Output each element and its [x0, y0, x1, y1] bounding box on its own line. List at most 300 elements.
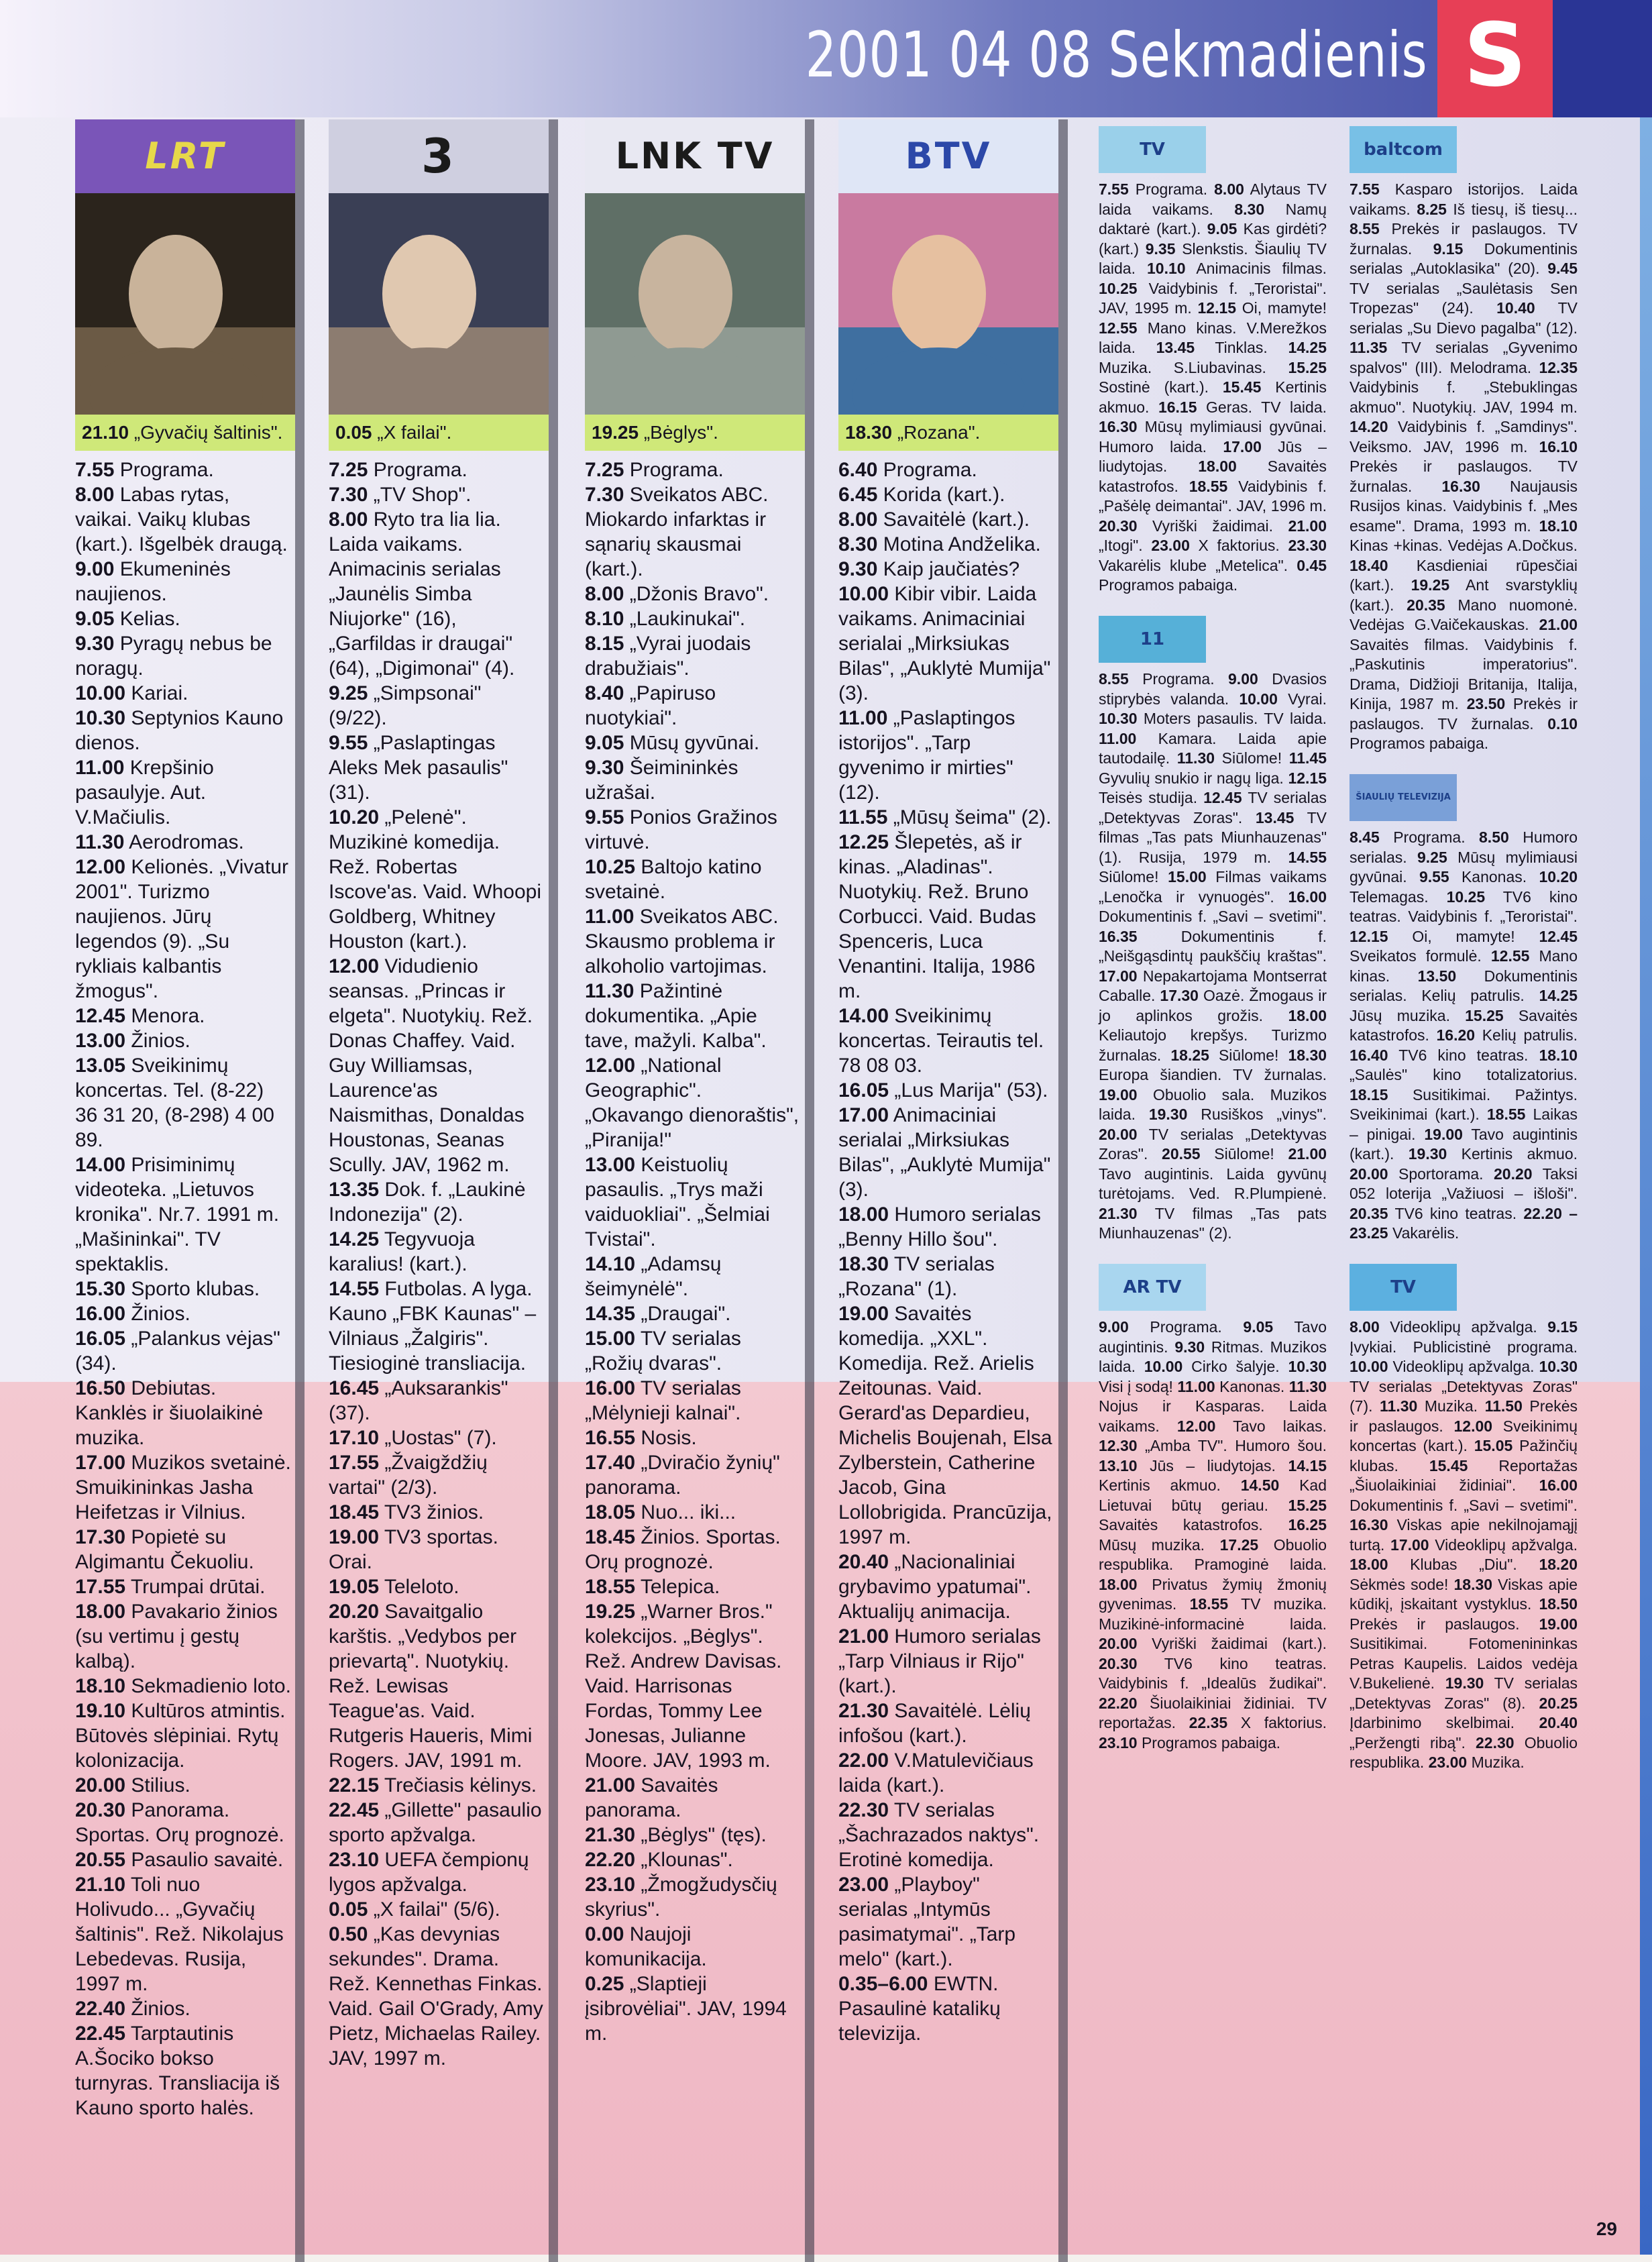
- schedule-item: [585, 1252, 801, 1301]
- feature-time: 21.10: [82, 422, 129, 443]
- schedule-title: Laikas – pinigai.: [1350, 1106, 1578, 1143]
- schedule-title: Trečiasis kėlinys.: [384, 1774, 537, 1796]
- schedule-title: „Pelenė". Muzikinė komedija. Rež. Robertas Iscove'as. Vaid. Whoopi Goldberg, Whitney Houston (kart.).: [329, 806, 541, 953]
- schedule-time: 13.45: [1255, 808, 1295, 826]
- schedule-item: [585, 1301, 801, 1326]
- schedule-title: Stilius.: [131, 1774, 190, 1796]
- schedule-time: 13.00: [75, 1030, 126, 1052]
- schedule-title: Kibir vibir. Laida vaikams. Animaciniai serialai „Mirksiukas Bilas", „Auklytė Mumija" (3).: [838, 583, 1051, 704]
- schedule-time: 19.00: [329, 1526, 380, 1548]
- schedule-list: [585, 457, 801, 2046]
- schedule-time: 15.00: [1168, 868, 1207, 885]
- schedule-item: [585, 979, 801, 1053]
- schedule-time: 22.00: [838, 1749, 889, 1772]
- schedule-title: Sveikinimų koncertas (kart.).: [1350, 1417, 1578, 1454]
- schedule-time: 12.45: [1539, 927, 1578, 945]
- schedule-title: Labas rytas, vaikai. Vaikų klubas (kart.). Išgelbėk draugą.: [75, 484, 288, 555]
- small-channel-logo-text: 11: [1140, 629, 1165, 649]
- schedule-time: 14.25: [329, 1228, 380, 1250]
- schedule-title: Videoklipų apžvalga.: [1392, 1358, 1535, 1375]
- schedule-time: 12.00: [329, 955, 380, 977]
- schedule-time: 0.50: [329, 1923, 368, 1945]
- schedule-item: [585, 681, 801, 731]
- schedule-title: Kad Lietuvai būtų geriau.: [1099, 1476, 1327, 1514]
- schedule-title: Savaitgalio karštis. „Vedybos per prievartą". Nuotykių. Rež. Lewisas Teague'as. Vaid. Rutgeris Haueris, Mimi Rogers. JAV, 1991 m.: [329, 1601, 533, 1772]
- schedule-title: Kertinis akmuo.: [1099, 378, 1327, 416]
- schedule-item: [329, 1500, 545, 1525]
- right-edge-strip: [1640, 117, 1652, 2255]
- schedule-title: Vaidybinis f. „Samdinys". Veiksmo. JAV, 1996 m.: [1350, 418, 1578, 455]
- schedule-time: 23.30: [1288, 537, 1327, 554]
- schedule-title: Tegyvuoja karalius! (kart.).: [329, 1228, 475, 1275]
- schedule-title: „Klounas".: [641, 1849, 733, 1871]
- schedule-time: 9.05: [585, 732, 624, 754]
- schedule-title: Žinios.: [131, 1030, 190, 1052]
- schedule-time: 20.00: [1350, 1165, 1388, 1183]
- schedule-list: [838, 457, 1054, 2046]
- channel-column: [838, 119, 1058, 2239]
- feature-time: 18.30: [845, 422, 893, 443]
- channel-logo: [585, 119, 805, 193]
- schedule-time: 18.45: [585, 1526, 636, 1548]
- schedule-item: [838, 1972, 1054, 2046]
- schedule-title: Prisiminimų videoteka. „Lietuvos kronika". Nr.7. 1991 m. „Mašininkai". TV spektaklis.: [75, 1154, 280, 1275]
- schedule-time: 18.15: [1350, 1085, 1388, 1103]
- schedule-time: 12.25: [838, 831, 889, 853]
- schedule-item: [585, 1500, 801, 1525]
- schedule-time: 13.05: [75, 1055, 126, 1077]
- schedule-title: Prekės ir paslaugos. TV žurnalas.: [1350, 220, 1578, 258]
- schedule-title: Geras. TV laida.: [1206, 398, 1327, 416]
- schedule-title: Tavo laikas.: [1233, 1417, 1327, 1435]
- schedule-title: Vyriški žaidimai (kart.).: [1152, 1635, 1327, 1652]
- schedule-title: Savaitėlė. Lėlių infošou (kart.).: [838, 1700, 1031, 1747]
- schedule-item: [585, 606, 801, 631]
- schedule-title: „Mūsų šeima" (2).: [893, 806, 1052, 828]
- schedule-item: [838, 706, 1054, 805]
- schedule-time: 22.45: [75, 2023, 126, 2045]
- schedule-title: Ryto tra lia lia. Laida vaikams. Animacinis serialas „Jaunėlis Simba Niujorke" (16), „Garfildas ir draugai" (64), „Digimonai" (4).: [329, 508, 515, 680]
- schedule-time: 13.35: [329, 1179, 380, 1201]
- schedule-item: [838, 1301, 1054, 1550]
- feature-title: „Bėglys".: [643, 422, 718, 443]
- schedule-time: 16.00: [1288, 887, 1327, 906]
- schedule-item: [75, 482, 291, 557]
- schedule-title: Kelionės. „Vivatur 2001". Turizmo naujienos. Jūrų legendos (9). „Su rykliais kalbantis žmogus".: [75, 856, 288, 1002]
- header-edge: [1553, 0, 1652, 117]
- schedule-title: Kertinis akmuo.: [1099, 1476, 1221, 1494]
- schedule-time: 21.00: [585, 1774, 636, 1796]
- schedule-title: V.Matulevičiaus laida (kart.).: [838, 1749, 1034, 1796]
- schedule-time: 18.55: [1189, 477, 1228, 495]
- schedule-time: 13.00: [585, 1154, 636, 1176]
- schedule-time: 9.30: [838, 558, 878, 580]
- schedule-time: 18.00: [1099, 1575, 1138, 1593]
- schedule-time: 18.00: [75, 1601, 126, 1623]
- schedule-item: [585, 1450, 801, 1500]
- feature-time: 19.25: [592, 422, 639, 443]
- schedule-title: Prekės ir paslaugos.: [1350, 1397, 1578, 1435]
- schedule-time: 6.40: [838, 459, 878, 481]
- schedule-item: [838, 1748, 1054, 1798]
- schedule-item: [75, 830, 291, 855]
- schedule-time: 21.30: [1099, 1204, 1138, 1222]
- schedule-time: 19.25: [1411, 576, 1450, 594]
- schedule-time: 15.25: [1288, 1496, 1327, 1514]
- schedule-title: Pavakario žinios (su vertimu į gestų kalbą).: [75, 1601, 278, 1672]
- small-channel-logo: [1350, 1264, 1457, 1311]
- schedule-title: Dokumentinis serialas „Autoklasika" (20).: [1350, 239, 1578, 277]
- schedule-time: 9.30: [1174, 1338, 1205, 1356]
- schedule-time: 11.00: [585, 906, 635, 928]
- schedule-time: 10.00: [75, 682, 126, 704]
- schedule-time: 15.30: [75, 1278, 126, 1300]
- schedule-title: „Laukinukai".: [629, 608, 746, 630]
- schedule-time: 20.40: [1539, 1714, 1578, 1731]
- feature-title: „Gyvačių šaltinis".: [133, 422, 283, 443]
- schedule-time: 0.45: [1297, 556, 1327, 574]
- schedule-time: 22.35: [1189, 1714, 1228, 1731]
- schedule-time: 10.40: [1496, 299, 1535, 317]
- schedule-item: [838, 805, 1054, 830]
- schedule-item: [75, 1028, 291, 1053]
- schedule-title: Ritmas. Muzikos laida.: [1099, 1338, 1327, 1375]
- schedule-time: 7.55: [1099, 180, 1129, 198]
- schedule-title: „Simpsonai" (9/22).: [329, 682, 482, 729]
- schedule-time: 16.00: [1539, 1476, 1578, 1494]
- schedule-time: 9.00: [1228, 670, 1258, 688]
- schedule-title: Siūlome!: [1099, 868, 1159, 885]
- schedule-time: 9.55: [1419, 868, 1449, 885]
- schedule-title: Sveikatos ABC. Miokardo infarktas ir sąnarių skausmai (kart.).: [585, 484, 769, 580]
- schedule-item: [329, 1227, 545, 1277]
- schedule-time: 10.00: [1239, 690, 1278, 708]
- schedule-time: 9.35: [1145, 239, 1176, 258]
- schedule-title: „Palankus vėjas" (34).: [75, 1328, 280, 1375]
- schedule-item: [585, 731, 801, 755]
- schedule-title: Viskas apie kūdikį, įskaitant vystyklus.: [1350, 1575, 1578, 1613]
- schedule-time: 9.25: [329, 682, 368, 704]
- schedule-time: 23.00: [838, 1874, 889, 1896]
- small-channel-logo: [1099, 616, 1206, 663]
- schedule-time: 8.55: [1350, 220, 1380, 237]
- schedule-time: 22.40: [75, 1998, 126, 2020]
- schedule-time: 23.10: [1099, 1733, 1138, 1752]
- schedule-item: [585, 1599, 801, 1773]
- schedule-time: 18.05: [585, 1501, 636, 1523]
- schedule-item: [329, 681, 545, 731]
- schedule-time: 7.25: [329, 459, 368, 481]
- schedule-time: 17.30: [75, 1526, 126, 1548]
- schedule-time: 7.25: [585, 459, 624, 481]
- schedule-time: 8.30: [1234, 200, 1265, 218]
- schedule-title: Jūsų muzika.: [1350, 1006, 1450, 1024]
- schedule-time: 22.20: [585, 1849, 636, 1871]
- schedule-item: [585, 1847, 801, 1872]
- schedule-title: Programos pabaiga.: [1350, 735, 1489, 752]
- schedule-time: 8.50: [1479, 828, 1509, 846]
- schedule-title: Programa.: [883, 459, 977, 481]
- schedule-time: 16.25: [1288, 1516, 1327, 1533]
- schedule-item: [75, 457, 291, 482]
- schedule-title: Animacinis filmas.: [1196, 260, 1327, 277]
- schedule-time: 18.10: [1539, 1046, 1578, 1064]
- column-shadow: [1058, 119, 1068, 2262]
- schedule-item: [75, 1773, 291, 1798]
- schedule-title: TV serialas „Mėlynieji kalnai".: [585, 1377, 741, 1424]
- schedule-item: [329, 482, 545, 507]
- feature-caption: [75, 415, 295, 451]
- schedule-item: [75, 1699, 291, 1773]
- schedule-time: 20.30: [1099, 517, 1138, 535]
- schedule-title: Savaitės filmas. Vaidybinis f. „Paskutinis imperatorius". Drama, Didžioji Britanija, Italija, Kinija, 1987 m.: [1350, 635, 1578, 712]
- schedule-title: Vaidybinis f. „Pašėlę deimantai". JAV, 1996 m.: [1099, 477, 1327, 515]
- schedule-title: „Bėglys" (tęs).: [641, 1824, 767, 1846]
- schedule-title: Oi, mamyte!: [1242, 299, 1327, 317]
- schedule-item: [75, 2021, 291, 2120]
- schedule-time: 9.05: [1207, 220, 1237, 237]
- feature-caption: [585, 415, 805, 451]
- day-badge: [1437, 0, 1553, 117]
- schedule-time: 11.00: [75, 757, 125, 779]
- schedule-title: Naujausis Rusijos kinas. Vaidybinis f. „Mes esame". Drama, 1993 m.: [1350, 477, 1578, 535]
- schedule-time: 13.45: [1156, 339, 1195, 356]
- schedule-time: 0.25: [585, 1973, 624, 1995]
- schedule-time: 20.30: [75, 1799, 126, 1821]
- schedule-item: [838, 507, 1054, 532]
- schedule-item: [75, 681, 291, 706]
- feature-time: 0.05: [335, 422, 372, 443]
- schedule-title: TV6 kino teatras. Vaidybinis f. „Idealūs žudikai".: [1099, 1654, 1327, 1692]
- schedule-title: Ant svarstyklių (kart.).: [1350, 576, 1578, 614]
- schedule-time: 10.00: [1144, 1358, 1183, 1375]
- schedule-title: Programos pabaiga.: [1141, 1733, 1281, 1752]
- schedule-time: 0.35–6.00: [838, 1973, 928, 1995]
- schedule-item: [838, 557, 1054, 582]
- schedule-time: 22.15: [329, 1774, 380, 1796]
- schedule-time: 10.20: [329, 806, 380, 828]
- schedule-time: 11.00: [1099, 729, 1137, 747]
- schedule-time: 18.00: [838, 1203, 889, 1226]
- schedule-time: 13.10: [1099, 1456, 1138, 1474]
- schedule-item: [329, 1376, 545, 1425]
- schedule-title: Korida (kart.).: [883, 484, 1005, 506]
- feature-photo: [585, 193, 805, 415]
- schedule-time: 18.30: [1288, 1046, 1327, 1064]
- schedule-title: „Gillette" pasaulio sporto apžvalga.: [329, 1799, 542, 1846]
- schedule-time: 17.10: [329, 1427, 380, 1449]
- schedule-item: [838, 1202, 1054, 1252]
- schedule-time: 10.25: [1446, 887, 1486, 906]
- schedule-time: 16.10: [1539, 437, 1578, 455]
- small-channel-logo: [1099, 126, 1206, 173]
- schedule-item: [329, 954, 545, 1177]
- small-channel-logo: [1350, 774, 1457, 821]
- schedule-title: Kas girdėti? (kart.): [1099, 220, 1327, 258]
- schedule-time: 9.05: [75, 608, 115, 630]
- channel-logo-text: LNK TV: [615, 135, 775, 177]
- schedule-item: [75, 1450, 291, 1525]
- schedule-time: 8.45: [1350, 828, 1380, 846]
- schedule-time: 11.35: [1350, 339, 1388, 356]
- schedule-title: Siūlome!: [1218, 1046, 1279, 1064]
- schedule-time: 14.25: [1539, 987, 1578, 1004]
- schedule-item: [585, 1773, 801, 1823]
- schedule-time: 8.00: [838, 508, 878, 531]
- schedule-time: 15.25: [1465, 1006, 1504, 1024]
- schedule-title: Įdarbinimo skelbimai.: [1350, 1714, 1515, 1731]
- schedule-time: 12.45: [75, 1005, 126, 1027]
- schedule-title: Tavo augintinis (kart.).: [1350, 1125, 1578, 1163]
- schedule-title: Programa.: [1393, 828, 1466, 846]
- schedule-time: 0.00: [585, 1923, 624, 1945]
- schedule-title: Kasdieniai rūpesčiai (kart.).: [1350, 556, 1578, 594]
- schedule-time: 18.10: [1539, 517, 1578, 535]
- schedule-time: 18.45: [329, 1501, 380, 1523]
- schedule-time: 20.35: [1407, 596, 1445, 614]
- schedule-time: 20.55: [1162, 1145, 1201, 1163]
- schedule-time: 16.35: [1099, 927, 1138, 945]
- schedule-title: „Uostas" (7).: [384, 1427, 497, 1449]
- schedule-time: 14.55: [329, 1278, 380, 1300]
- schedule-title: Sveikatos ABC. Skausmo problema ir alkoholio vartojimas.: [585, 906, 779, 977]
- schedule-title: „Žvaigždžių vartai" (2/3).: [329, 1452, 488, 1499]
- schedule-title: Teisės studija.: [1099, 789, 1198, 806]
- schedule-title: Sveikinimų koncertas. Teirautis tel. 78 08 03.: [838, 1005, 1044, 1077]
- schedule-time: 21.00: [1539, 616, 1578, 633]
- schedule-title: Mūsų mylimiausi gyvūnai.: [1350, 848, 1578, 885]
- schedule-title: TV serialas „Saulėtasis Sen Tropezas" (24).: [1350, 279, 1578, 317]
- small-channel-logo-text: baltcom: [1364, 140, 1443, 160]
- schedule-title: „Dviračio žynių" panorama.: [585, 1452, 780, 1499]
- schedule-item: [838, 457, 1054, 482]
- schedule-time: 12.30: [1099, 1437, 1138, 1454]
- schedule-time: 18.00: [1198, 457, 1237, 475]
- schedule-title: „Saulės" kino totalizatorius.: [1350, 1066, 1578, 1083]
- schedule-time: 11.30: [1288, 1377, 1327, 1395]
- schedule-title: Europa šiandien. TV žurnalas.: [1099, 1066, 1327, 1083]
- schedule-title: Menora.: [131, 1005, 205, 1027]
- schedule-title: Programa.: [119, 459, 214, 481]
- schedule-item: [585, 755, 801, 805]
- channel-column: [75, 119, 295, 2239]
- schedule-item: [585, 1053, 801, 1152]
- schedule-title: Kelių patrulis.: [1482, 1026, 1578, 1044]
- schedule-title: Programa.: [373, 459, 467, 481]
- schedule-title: Viskas apie nekilnojamąjį turtą.: [1350, 1516, 1578, 1554]
- schedule-item: [329, 1599, 545, 1773]
- schedule-title: Vyrai.: [1288, 690, 1327, 708]
- schedule-time: 16.50: [75, 1377, 126, 1399]
- schedule-item: [75, 1326, 291, 1376]
- schedule-time: 10.30: [1099, 710, 1138, 727]
- schedule-time: 18.55: [585, 1576, 636, 1598]
- schedule-time: 9.45: [1547, 260, 1578, 277]
- schedule-title: „X failai" (5/6).: [373, 1898, 500, 1921]
- schedule-time: 20.40: [838, 1551, 889, 1573]
- schedule-title: Sveikinimų koncertas. Tel. (8-22) 36 31 20, (8-298) 4 00 89.: [75, 1055, 274, 1151]
- schedule-item: [329, 1798, 545, 1847]
- schedule-time: 18.00: [1350, 1556, 1388, 1573]
- schedule-item: [585, 805, 801, 855]
- schedule-time: 19.00: [838, 1303, 889, 1325]
- schedule-time: 14.00: [838, 1005, 889, 1027]
- schedule-title: Pasaulio savaitė.: [131, 1849, 284, 1871]
- feature-caption: [838, 415, 1058, 451]
- schedule-time: 19.30: [1408, 1145, 1447, 1163]
- schedule-title: Kamara. Laida apie tautodailę.: [1099, 729, 1327, 767]
- schedule-title: Iš tiesų, iš tiesų...: [1453, 200, 1578, 218]
- schedule-title: TV serialas „Rožių dvaras".: [585, 1328, 741, 1375]
- schedule-time: 16.05: [75, 1328, 126, 1350]
- schedule-title: Dokumentinis f. „Savi – svetimi".: [1099, 908, 1327, 925]
- schedule-title: Sportorama.: [1398, 1165, 1484, 1183]
- schedule-title: Videoklipų apžvalga.: [1390, 1318, 1537, 1336]
- schedule-title: „National Geographic". „Okavango dienoraštis", „Piranija!": [585, 1055, 800, 1151]
- schedule-title: „Slaptieji įsibrovėliai". JAV, 1994 m.: [585, 1973, 787, 2045]
- schedule-title: Savaitės komedija. „XXL". Komedija. Rež. Arielis Zeitounas. Vaid. Gerard'as Depardieu, Michelis Boujenah, Elsa Zylberstein, Catherine Jacob, Gina Lollobrigida. Prancūzija, 1997 m.: [838, 1303, 1052, 1548]
- schedule-time: 11.50: [1484, 1397, 1523, 1415]
- channel-logo-text: BTV: [905, 135, 992, 177]
- schedule-time: 17.00: [1099, 967, 1138, 985]
- schedule-time: 19.30: [1445, 1674, 1484, 1692]
- schedule-time: 16.45: [329, 1377, 380, 1399]
- schedule-title: Programa.: [629, 459, 724, 481]
- schedule-time: 8.15: [585, 633, 624, 655]
- schedule-title: TV6 kino teatras. Vaidybinis f. „Teroristai".: [1350, 887, 1578, 925]
- schedule-title: Muzika.: [1471, 1754, 1525, 1771]
- small-channel-logo: [1099, 1264, 1206, 1311]
- schedule-title: Namų daktarė (kart.).: [1099, 200, 1327, 237]
- schedule-item: [585, 1823, 801, 1847]
- schedule-item: [329, 1773, 545, 1798]
- schedule-title: „Nacionaliniai grybavimo ypatumai". Aktualijų animacija.: [838, 1551, 1032, 1623]
- schedule-title: Muzika.: [1424, 1397, 1478, 1415]
- column-shadow: [549, 119, 558, 2262]
- schedule-time: 11.30: [585, 980, 635, 1002]
- schedule-item: [585, 582, 801, 606]
- schedule-time: 10.30: [75, 707, 126, 729]
- schedule-title: Telemagas.: [1350, 887, 1429, 906]
- schedule-title: „Kas devynias sekundes". Drama. Rež. Kennethas Finkas. Vaid. Gail O'Grady, Amy Pietz, Michaelas Railey. JAV, 1997 m.: [329, 1923, 543, 2069]
- schedule-paragraph: [1350, 180, 1578, 754]
- schedule-time: 9.55: [585, 806, 624, 828]
- schedule-time: 9.55: [329, 732, 368, 754]
- schedule-title: Telepica.: [640, 1576, 720, 1598]
- schedule-time: 9.05: [1243, 1318, 1274, 1336]
- schedule-item: [329, 1277, 545, 1376]
- schedule-title: Obuolio respublika.: [1350, 1733, 1578, 1771]
- schedule-time: 8.00: [585, 583, 624, 605]
- schedule-title: „TV Shop".: [373, 484, 472, 506]
- schedule-title: Aerodromas.: [129, 831, 244, 853]
- schedule-title: Programa.: [1142, 670, 1215, 688]
- schedule-item: [75, 1053, 291, 1152]
- schedule-list: [75, 457, 291, 2120]
- schedule-item: [75, 855, 291, 1004]
- schedule-time: 15.45: [1222, 378, 1262, 396]
- schedule-item: [329, 1425, 545, 1450]
- schedule-time: 19.00: [1099, 1085, 1138, 1103]
- schedule-time: 22.45: [329, 1799, 380, 1821]
- schedule-item: [585, 1574, 801, 1599]
- schedule-title: TV muzika. Muzikinė-informacinė laida.: [1099, 1595, 1327, 1633]
- schedule-time: 14.35: [585, 1303, 636, 1325]
- schedule-time: 9.25: [1417, 848, 1447, 866]
- schedule-title: „Žmogžudysčių skyrius".: [585, 1874, 777, 1921]
- schedule-item: [75, 1574, 291, 1599]
- schedule-title: Dokumentinis f. „Savi – svetimi".: [1350, 1496, 1578, 1514]
